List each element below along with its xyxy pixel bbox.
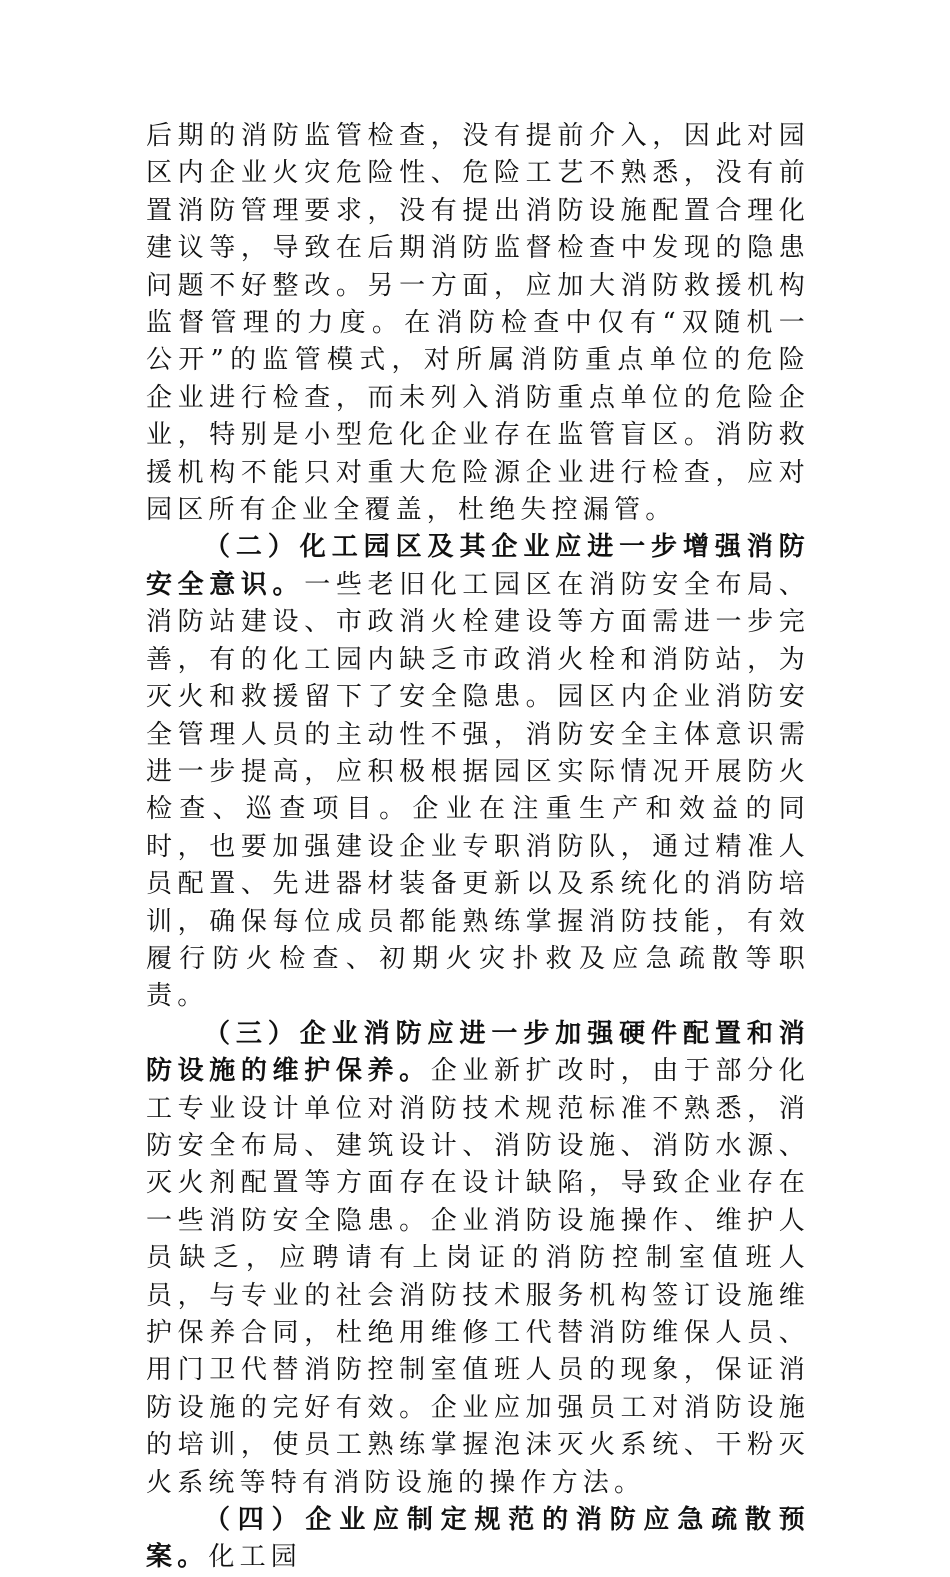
section-heading: （四）企业应制定规范的消防应急疏散预案。 [146, 1505, 810, 1573]
paragraph-continued [146, 118, 810, 529]
section-heading: （三）企业消防应进一步加强硬件配置和消防设施的维护保养。 [146, 1018, 810, 1087]
section-heading: （二）化工园区及其企业应进一步增强消防安全意识。 [146, 532, 810, 600]
paragraph-section-2 [146, 529, 810, 1015]
paragraph-body: 企业新扩改时，由于部分化工专业设计单位对消防技术规范标准不熟悉，消防安全布局、建筑设计、消防设施、消防水源、灭火剂配置等方面存在设计缺陷，导致企业存在一些消防安全隐患。企业消防设施操作、维护人员缺乏，应聘请有上岗证的消防控制室值班人员，与专业的社会消防技术服务机构签订设施维护保养合同，杜绝用维修工代替消防维保人员、用门卫代替消防控制室值班人员的现象，保证消防设施的完好有效。企业应加强员工对消防设施的培训，使员工熟练掌握泡沫灭火系统、干粉灭火系统等特有消防设施的操作方法。 [146, 1056, 810, 1498]
paragraph-section-3 [146, 1016, 810, 1502]
paragraph-body: 后期的消防监管检查，没有提前介入，因此对园区内企业火灾危险性、危险工艺不熟悉，没有前置消防管理要求，没有提出消防设施配置合理化建议等，导致在后期消防监督检查中发现的隐患问题不好整改。另一方面，应加大消防救援机构监督管理的力度。在消防检查中仅有“双随机一公开”的监管模式，对所属消防重点单位的危险企业进行检查，而未列入消防重点单位的危险企业，特别是小型危化企业存在监管盲区。消防救援机构不能只对重大危险源企业进行检查，应对园区所有企业全覆盖，杜绝失控漏管。 [146, 121, 810, 526]
document-page [146, 118, 810, 1577]
paragraph-body: 化工园 [208, 1542, 303, 1573]
paragraph-section-4 [146, 1502, 810, 1577]
paragraph-body: 一些老旧化工园区在消防安全布局、消防站建设、市政消火栓建设等方面需进一步完善，有的化工园内缺乏市政消火栓和消防站，为灭火和救援留下了安全隐患。园区内企业消防安全管理人员的主动性不强，消防安全主体意识需进一步提高，应积极根据园区实际情况开展防火检查、巡查项目。企业在注重生产和效益的同时，也要加强建设企业专职消防队，通过精准人员配置、先进器材装备更新以及系统化的消防培训，确保每位成员都能熟练掌握消防技能，有效履行防火检查、初期火灾扑救及应急疏散等职责。 [146, 569, 810, 1012]
